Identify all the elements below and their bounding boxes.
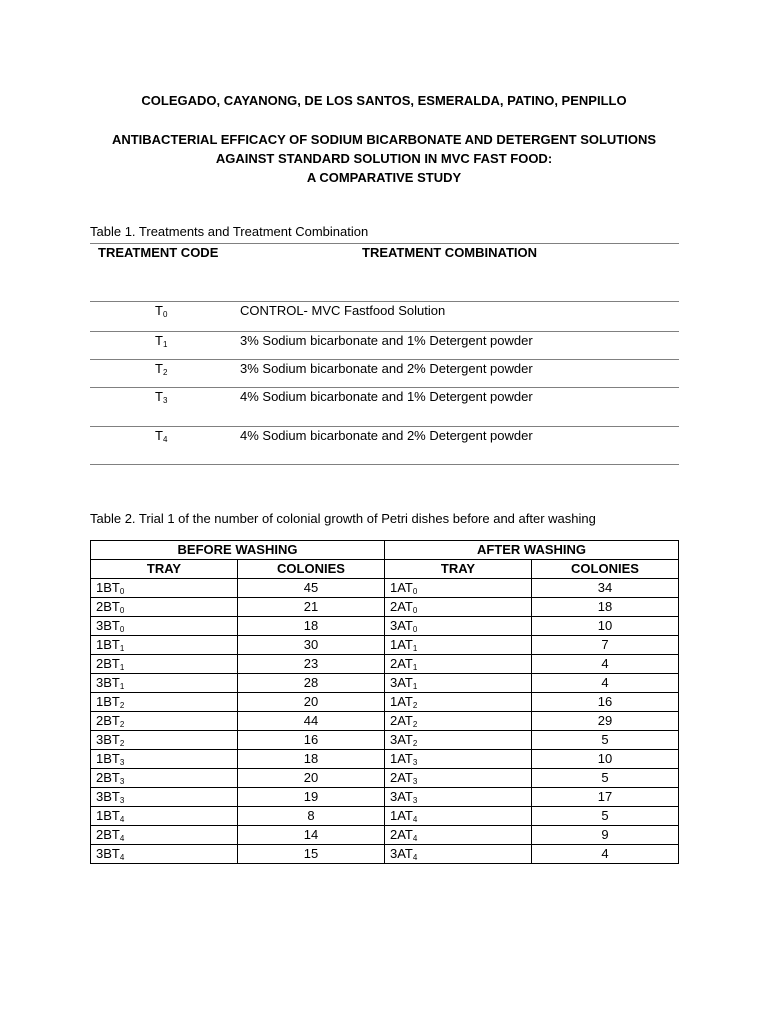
- treatment-row: [90, 388, 679, 427]
- table-row: [91, 826, 679, 845]
- after-tray-cell: $2AT_3$: [385, 769, 532, 788]
- table-row: [91, 655, 679, 674]
- after-tray-cell: $3AT_4$: [385, 845, 532, 864]
- table-row: [91, 712, 679, 731]
- treatment-row: [90, 302, 679, 332]
- before-tray-cell: $2BT_1$: [91, 655, 238, 674]
- table1-caption: Table 1. Treatments and Treatment Combination: [90, 224, 369, 239]
- table-row: [91, 807, 679, 826]
- before-colonies-cell: 20: [238, 769, 385, 788]
- before-colonies-cell: 18: [238, 617, 385, 636]
- treatment-row: [90, 332, 679, 360]
- before-colonies-cell: 18: [238, 750, 385, 769]
- before-colonies-cell: 23: [238, 655, 385, 674]
- before-colonies-cell: 14: [238, 826, 385, 845]
- treatment-combination-header: TREATMENT COMBINATION: [362, 245, 537, 260]
- before-tray-header: TRAY: [91, 560, 238, 579]
- after-colonies-cell: 34: [532, 579, 679, 598]
- treatment-combination: 4% Sodium bicarbonate and 2% Detergent powder: [240, 428, 533, 443]
- treatment-code-header: TREATMENT CODE: [98, 245, 219, 260]
- after-colonies-cell: 16: [532, 693, 679, 712]
- before-tray-cell: $2BT_0$: [91, 598, 238, 617]
- table-row: [91, 636, 679, 655]
- table2-caption: Table 2. Trial 1 of the number of colonial growth of Petri dishes before and after washing: [90, 511, 596, 526]
- after-tray-cell: $2AT_2$: [385, 712, 532, 731]
- before-colonies-cell: 45: [238, 579, 385, 598]
- treatment-code: $T_4$: [155, 428, 168, 444]
- after-tray-cell: $2AT_0$: [385, 598, 532, 617]
- colony-growth-table: [90, 540, 679, 864]
- after-colonies-cell: 5: [532, 731, 679, 750]
- after-colonies-cell: 9: [532, 826, 679, 845]
- before-colonies-cell: 8: [238, 807, 385, 826]
- after-colonies-cell: 7: [532, 636, 679, 655]
- table-row: [91, 769, 679, 788]
- table-row: [91, 731, 679, 750]
- treatments-table: [90, 243, 679, 465]
- table-row: [91, 579, 679, 598]
- treatment-combination: CONTROL- MVC Fastfood Solution: [240, 303, 446, 318]
- table-row: [91, 598, 679, 617]
- table-row: [91, 788, 679, 807]
- before-tray-cell: $3BT_2$: [91, 731, 238, 750]
- before-colonies-cell: 19: [238, 788, 385, 807]
- after-colonies-cell: 5: [532, 769, 679, 788]
- after-tray-cell: $2AT_4$: [385, 826, 532, 845]
- authors-line: COLEGADO, CAYANONG, DE LOS SANTOS, ESMERALDA, PATINO, PENPILLO: [141, 93, 627, 108]
- treatment-combination: 4% Sodium bicarbonate and 1% Detergent powder: [240, 389, 533, 404]
- after-tray-cell: $1AT_4$: [385, 807, 532, 826]
- table-row: [91, 845, 679, 864]
- before-tray-cell: $2BT_3$: [91, 769, 238, 788]
- after-tray-cell: $3AT_2$: [385, 731, 532, 750]
- treatment-row: [90, 360, 679, 388]
- after-tray-cell: $2AT_1$: [385, 655, 532, 674]
- table-row: [91, 693, 679, 712]
- title-line-3: A COMPARATIVE STUDY: [306, 170, 462, 185]
- before-tray-cell: $1BT_0$: [91, 579, 238, 598]
- before-colonies-cell: 21: [238, 598, 385, 617]
- before-colonies-cell: 15: [238, 845, 385, 864]
- after-colonies-cell: 4: [532, 674, 679, 693]
- treatment-code: $T_0$: [155, 303, 168, 319]
- before-tray-cell: $3BT_1$: [91, 674, 238, 693]
- before-colonies-cell: 30: [238, 636, 385, 655]
- before-tray-cell: $3BT_0$: [91, 617, 238, 636]
- after-colonies-cell: 10: [532, 617, 679, 636]
- table-row: [91, 750, 679, 769]
- treatment-code: $T_3$: [155, 389, 168, 405]
- after-colonies-cell: 4: [532, 655, 679, 674]
- title-line-2: AGAINST STANDARD SOLUTION IN MVC FAST FOOD:: [215, 151, 553, 166]
- after-colonies-cell: 4: [532, 845, 679, 864]
- before-tray-cell: $3BT_3$: [91, 788, 238, 807]
- before-colonies-cell: 20: [238, 693, 385, 712]
- after-colonies-cell: 5: [532, 807, 679, 826]
- after-tray-cell: $1AT_0$: [385, 579, 532, 598]
- treatment-row: [90, 427, 679, 465]
- after-tray-cell: $3AT_3$: [385, 788, 532, 807]
- after-colonies-header: COLONIES: [532, 560, 679, 579]
- table-row: [91, 674, 679, 693]
- before-colonies-cell: 16: [238, 731, 385, 750]
- paper-title: [0, 130, 768, 187]
- after-colonies-cell: 18: [532, 598, 679, 617]
- after-tray-cell: $3AT_0$: [385, 617, 532, 636]
- after-colonies-cell: 29: [532, 712, 679, 731]
- before-colonies-header: COLONIES: [238, 560, 385, 579]
- treatments-table-header: [90, 243, 679, 302]
- treatment-code: $T_2$: [155, 361, 168, 377]
- before-tray-cell: $1BT_2$: [91, 693, 238, 712]
- before-washing-header: BEFORE WASHING: [91, 541, 385, 560]
- before-tray-cell: $2BT_2$: [91, 712, 238, 731]
- colony-growth-table-body: [91, 579, 679, 864]
- before-colonies-cell: 44: [238, 712, 385, 731]
- after-colonies-cell: 10: [532, 750, 679, 769]
- treatment-code: $T_1$: [155, 333, 168, 349]
- after-tray-header: TRAY: [385, 560, 532, 579]
- before-tray-cell: $1BT_4$: [91, 807, 238, 826]
- before-tray-cell: $1BT_1$: [91, 636, 238, 655]
- treatment-combination: 3% Sodium bicarbonate and 1% Detergent powder: [240, 333, 533, 348]
- before-tray-cell: $3BT_4$: [91, 845, 238, 864]
- after-washing-header: AFTER WASHING: [385, 541, 679, 560]
- after-colonies-cell: 17: [532, 788, 679, 807]
- before-colonies-cell: 28: [238, 674, 385, 693]
- after-tray-cell: $1AT_1$: [385, 636, 532, 655]
- before-tray-cell: $1BT_3$: [91, 750, 238, 769]
- title-line-1: ANTIBACTERIAL EFFICACY OF SODIUM BICARBONATE AND DETERGENT SOLUTIONS: [111, 132, 657, 147]
- after-tray-cell: $1AT_3$: [385, 750, 532, 769]
- after-tray-cell: $3AT_1$: [385, 674, 532, 693]
- after-tray-cell: $1AT_2$: [385, 693, 532, 712]
- before-tray-cell: $2BT_4$: [91, 826, 238, 845]
- treatment-combination: 3% Sodium bicarbonate and 2% Detergent powder: [240, 361, 533, 376]
- table-row: [91, 617, 679, 636]
